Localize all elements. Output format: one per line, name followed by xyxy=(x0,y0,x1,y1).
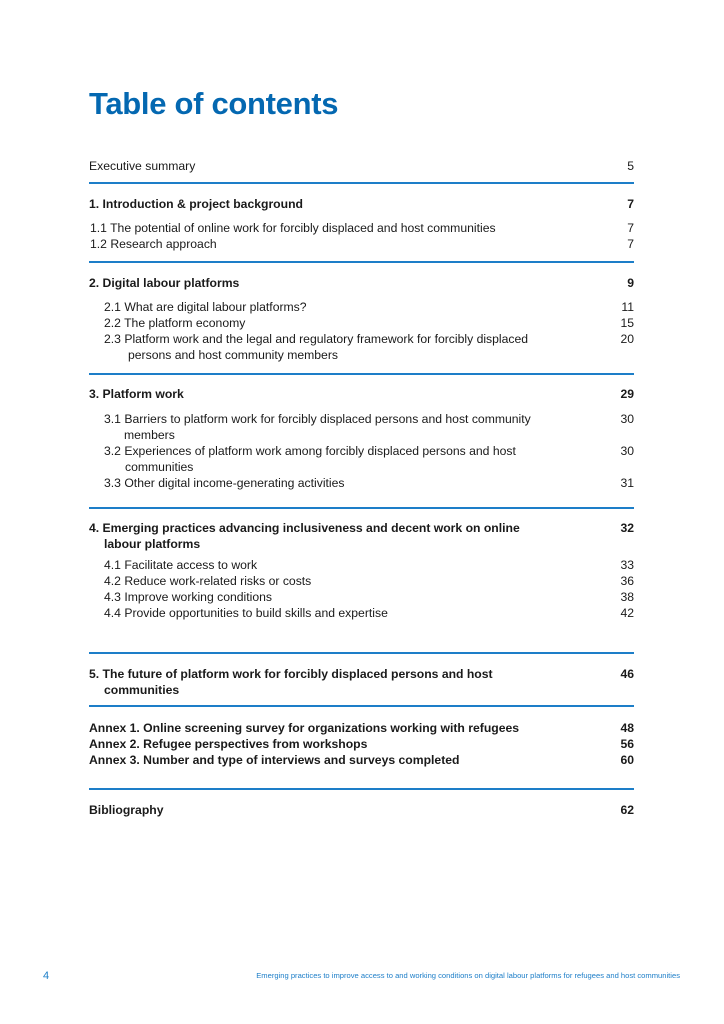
toc-entry-3-1[interactable] xyxy=(89,411,634,443)
toc-entry-page: 46 xyxy=(620,667,634,681)
toc-entry-label-continued: members xyxy=(124,428,175,442)
toc-entry-label-continued: communities xyxy=(104,683,180,697)
toc-entry-3-3[interactable] xyxy=(89,475,634,491)
section-divider xyxy=(89,788,634,790)
toc-entry-1-1[interactable] xyxy=(89,220,634,236)
page-title: Table of contents xyxy=(89,86,339,121)
toc-entry-page: 7 xyxy=(627,237,634,251)
toc-entry-4-1[interactable] xyxy=(89,557,634,573)
toc-entry-page: 15 xyxy=(620,316,634,330)
toc-entry-label: 2.1 What are digital labour platforms? xyxy=(104,300,307,314)
toc-entry-label: 3.1 Barriers to platform work for forcibly displaced persons and host community xyxy=(104,412,531,426)
toc-entry-4-3[interactable] xyxy=(89,589,634,605)
footer-page-number: 4 xyxy=(43,970,50,982)
toc-entry-executive-summary[interactable] xyxy=(89,158,634,174)
toc-entry-2-3[interactable] xyxy=(89,331,634,363)
toc-entry-page: 30 xyxy=(620,444,634,458)
toc-entry-label: 3.3 Other digital income-generating activities xyxy=(104,476,345,490)
toc-entry-page: 42 xyxy=(620,606,634,620)
toc-entry-page: 36 xyxy=(620,574,634,588)
toc-chapter-3[interactable] xyxy=(89,386,634,402)
toc-entry-page: 9 xyxy=(627,276,634,290)
toc-bibliography[interactable] xyxy=(89,802,634,818)
section-divider xyxy=(89,652,634,654)
toc-annex-1[interactable] xyxy=(89,720,634,736)
toc-entry-label: Executive summary xyxy=(89,159,196,173)
section-divider xyxy=(89,182,634,184)
section-divider xyxy=(89,705,634,707)
toc-entry-page: 7 xyxy=(627,197,634,211)
toc-entry-label: 5. The future of platform work for forcibly displaced persons and host xyxy=(89,667,493,681)
toc-entry-1-2[interactable] xyxy=(89,236,634,252)
toc-entry-label: 3.2 Experiences of platform work among forcibly displaced persons and host xyxy=(104,444,516,458)
toc-entry-label: 4.1 Facilitate access to work xyxy=(104,558,258,572)
toc-entry-page: 60 xyxy=(620,753,634,767)
toc-entry-page: 30 xyxy=(620,412,634,426)
toc-entry-page: 62 xyxy=(620,803,634,817)
toc-entry-label: 4. Emerging practices advancing inclusiveness and decent work on online xyxy=(89,521,520,535)
toc-entry-label: Bibliography xyxy=(89,803,164,817)
toc-chapter-4[interactable] xyxy=(89,520,634,552)
toc-entry-page: 20 xyxy=(620,332,634,346)
section-divider xyxy=(89,373,634,375)
toc-entry-label: Annex 1. Online screening survey for organizations working with refugees xyxy=(89,721,520,735)
toc-entry-label: 4.3 Improve working conditions xyxy=(104,590,273,604)
toc-entry-label: 1. Introduction & project background xyxy=(89,197,303,211)
toc-entry-page: 5 xyxy=(627,159,634,173)
toc-entry-3-2[interactable] xyxy=(89,443,634,475)
toc-entry-label: 1.2 Research approach xyxy=(90,237,217,251)
toc-entry-label: 2. Digital labour platforms xyxy=(89,276,240,290)
toc-entry-label: 3. Platform work xyxy=(89,387,184,401)
toc-entry-label: 2.2 The platform economy xyxy=(104,316,246,330)
toc-entry-label: 4.4 Provide opportunities to build skills and expertise xyxy=(104,606,388,620)
toc-entry-2-2[interactable] xyxy=(89,315,634,331)
toc-entry-page: 38 xyxy=(620,590,634,604)
toc-entry-label: 1.1 The potential of online work for forcibly displaced and host communities xyxy=(90,221,496,235)
toc-annex-3[interactable] xyxy=(89,752,634,768)
toc-entry-2-1[interactable] xyxy=(89,299,634,315)
toc-chapter-2[interactable] xyxy=(89,275,634,291)
toc-entry-label: 2.3 Platform work and the legal and regulatory framework for forcibly displaced xyxy=(104,332,529,346)
toc-entry-page: 7 xyxy=(627,221,634,235)
toc-chapter-1[interactable] xyxy=(89,196,634,212)
toc-entry-4-4[interactable] xyxy=(89,605,634,621)
toc-entry-page: 31 xyxy=(620,476,634,490)
toc-chapter-5[interactable] xyxy=(89,666,634,698)
toc-entry-label-continued: communities xyxy=(125,460,194,474)
toc-entry-4-2[interactable] xyxy=(89,573,634,589)
toc-entry-page: 56 xyxy=(620,737,634,751)
toc-entry-label: 4.2 Reduce work-related risks or costs xyxy=(104,574,312,588)
toc-entry-page: 32 xyxy=(620,521,634,535)
toc-entry-page: 11 xyxy=(621,300,634,314)
toc-entry-label: Annex 3. Number and type of interviews and surveys completed xyxy=(89,753,460,767)
section-divider xyxy=(89,261,634,263)
section-divider xyxy=(89,507,634,509)
footer-running-title: Emerging practices to improve access to and working conditions on digital labour platforms for refugees and host communities xyxy=(256,971,680,980)
toc-entry-page: 29 xyxy=(620,387,634,401)
toc-annex-2[interactable] xyxy=(89,736,634,752)
toc-entry-label-continued: persons and host community members xyxy=(128,348,338,362)
toc-entry-label-continued: labour platforms xyxy=(104,537,201,551)
toc-entry-page: 48 xyxy=(620,721,634,735)
toc-entry-page: 33 xyxy=(620,558,634,572)
toc-entry-label: Annex 2. Refugee perspectives from workshops xyxy=(89,737,368,751)
